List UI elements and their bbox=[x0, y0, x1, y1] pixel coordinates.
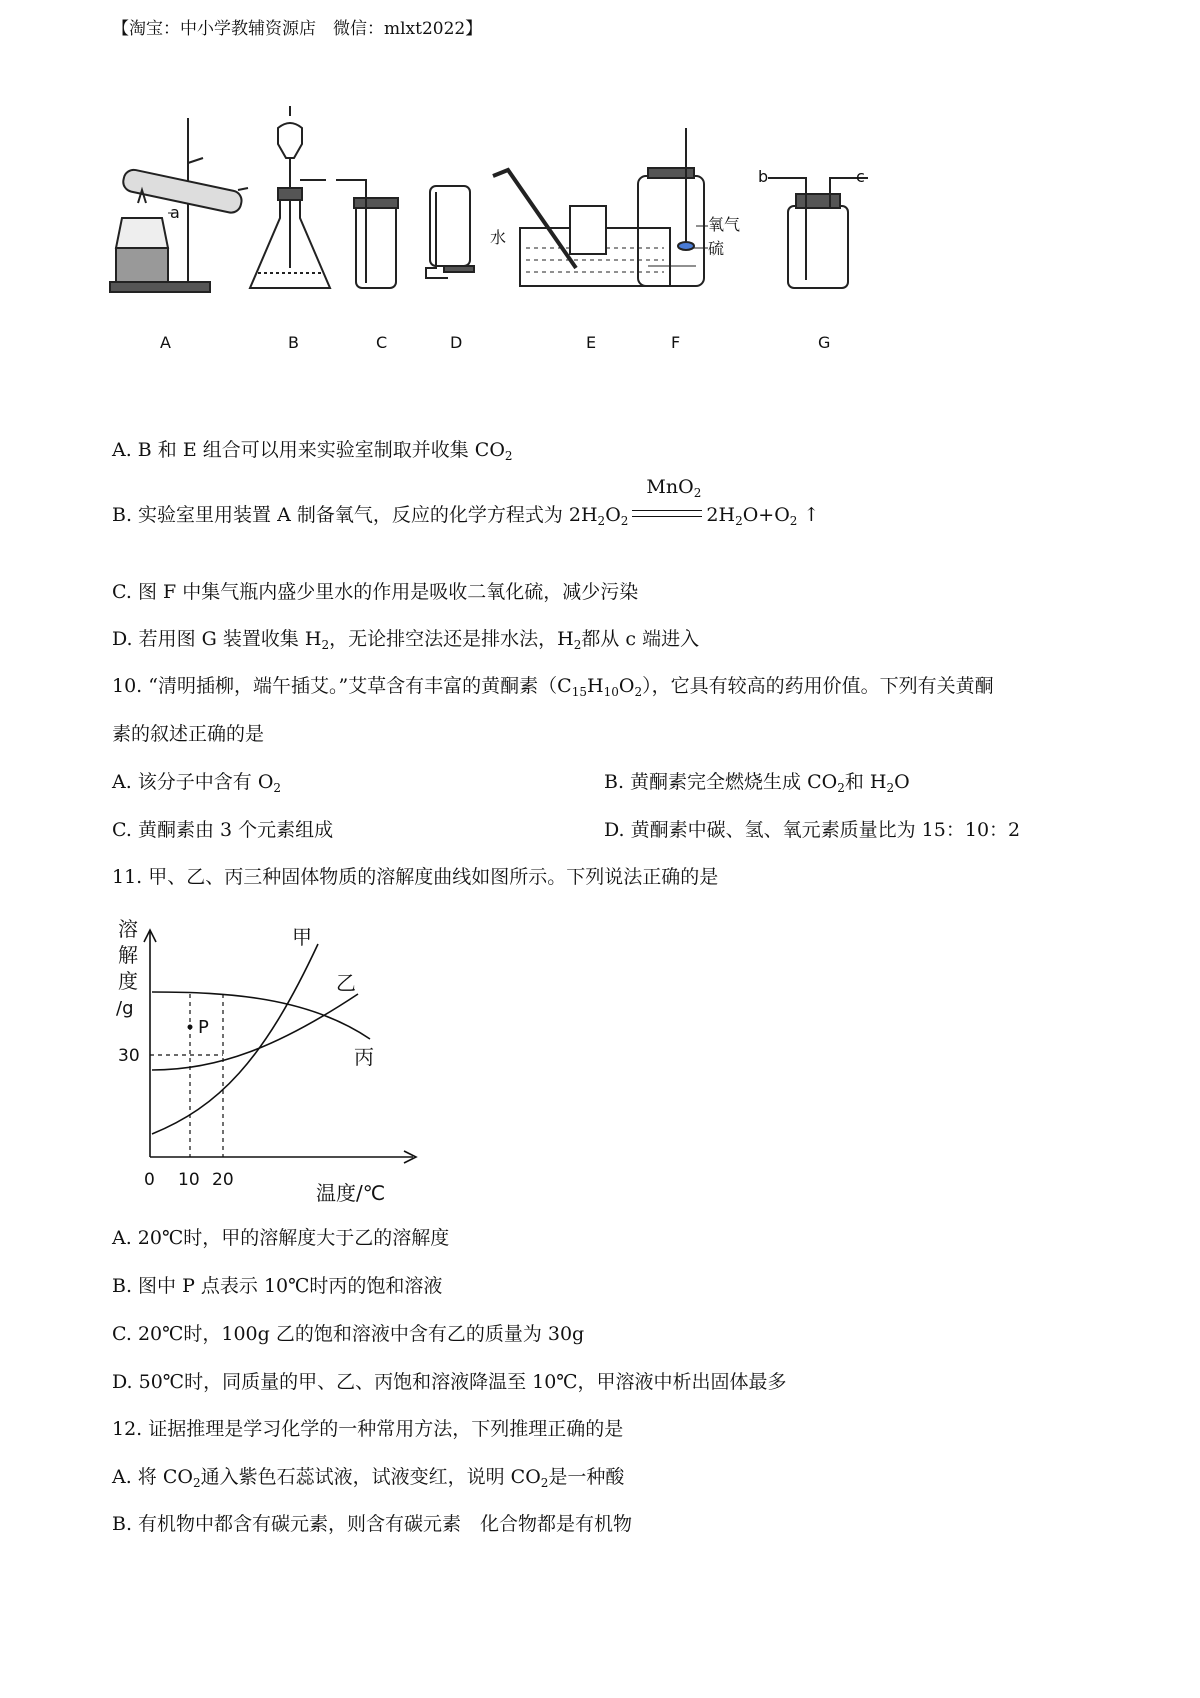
caption-f: F bbox=[671, 333, 681, 352]
ylabel-1: 溶 bbox=[118, 917, 138, 941]
series-label-yi: 乙 bbox=[336, 971, 356, 995]
xtick-0: 0 bbox=[144, 1170, 155, 1190]
series-jia bbox=[152, 944, 318, 1134]
q11-option-c: C. 20℃时，100g 乙的饱和溶液中含有乙的质量为 30g bbox=[112, 1323, 585, 1345]
label-c: c bbox=[856, 167, 865, 186]
ytick-30: 30 bbox=[118, 1046, 140, 1066]
xlabel: 温度/℃ bbox=[316, 1181, 386, 1205]
q10-option-b: B. 黄酮素完全燃烧生成 $CO_2$和 $H_2O$ bbox=[604, 771, 910, 795]
point-p bbox=[188, 1025, 193, 1030]
point-p-label: P bbox=[198, 1017, 209, 1038]
catalyst-equation-sign: MnO$_2$ bbox=[628, 503, 706, 527]
solubility-chart bbox=[108, 912, 428, 1207]
q12-option-b: B. 有机物中都含有碳元素，则含有碳元素 化合物都是有机物 bbox=[112, 1513, 633, 1535]
q12-stem: 12. 证据推理是学习化学的一种常用方法，下列推理正确的是 bbox=[112, 1418, 624, 1440]
ylabel-3: 度 bbox=[118, 969, 138, 993]
series-label-jia: 甲 bbox=[292, 925, 312, 949]
label-sulfur: 硫 bbox=[708, 239, 725, 258]
series-label-bing: 丙 bbox=[354, 1045, 374, 1069]
q10-option-a: A. 该分子中含有 $O_2$ bbox=[112, 771, 282, 795]
q9-option-d: D. 若用图 G 装置收集 $H_2$，无论排空法还是排水法，$H_2$都从 c 端进入 bbox=[112, 628, 700, 652]
q10-option-c: C. 黄酮素由 3 个元素组成 bbox=[112, 819, 334, 841]
ylabel-4: /g bbox=[116, 998, 134, 1019]
q10-option-d: D. 黄酮素中碳、氢、氧元素质量比为 15：10：2 bbox=[604, 819, 1021, 841]
q11-option-a: A. 20℃时，甲的溶解度大于乙的溶解度 bbox=[112, 1227, 450, 1249]
q9-option-c: C. 图 F 中集气瓶内盛少里水的作用是吸收二氧化硫，减少污染 bbox=[112, 581, 639, 603]
q11-option-b: B. 图中 P 点表示 10℃时丙的饱和溶液 bbox=[112, 1275, 443, 1297]
caption-d: D bbox=[450, 333, 463, 352]
q9-option-b: B. 实验室里用装置 A 制备氧气，反应的化学方程式为 $2H_2O_2$ MnO$_2$ $2H_2O+O_2$ ↑ bbox=[112, 476, 820, 528]
q9-option-a: A. B 和 E 组合可以用来实验室制取并收集 $CO_2$ bbox=[112, 439, 513, 463]
ylabel-2: 解 bbox=[118, 943, 138, 967]
series-bing bbox=[152, 992, 370, 1039]
caption-e: E bbox=[586, 333, 597, 352]
label-b: b bbox=[758, 167, 769, 186]
xtick-10: 10 bbox=[178, 1170, 200, 1190]
apparatus-figure bbox=[108, 98, 868, 360]
label-water: 水 bbox=[490, 228, 507, 247]
label-a: a bbox=[170, 203, 180, 222]
caption-b: B bbox=[288, 333, 299, 352]
xtick-20: 20 bbox=[212, 1170, 234, 1190]
q11-stem: 11. 甲、乙、丙三种固体物质的溶解度曲线如图所示。下列说法正确的是 bbox=[112, 866, 719, 888]
q10-stem-line1: 10. “清明插柳，端午插艾。”艾草含有丰富的黄酮素$(C_{15}H_{10}O_2)$，它具有较高的药用价值。下列有关黄酮 bbox=[112, 675, 994, 699]
stand-base bbox=[110, 282, 210, 292]
caption-c: C bbox=[376, 333, 388, 352]
caption-a: A bbox=[160, 333, 171, 352]
q11-option-d: D. 50℃时，同质量的甲、乙、丙饱和溶液降温至 10℃，甲溶液中析出固体最多 bbox=[112, 1371, 787, 1393]
label-oxygen: 氧气 bbox=[708, 215, 741, 234]
q10-stem-line2: 素的叙述正确的是 bbox=[112, 723, 265, 745]
series-yi bbox=[152, 994, 358, 1070]
q12-option-a: A. 将 $CO_2$通入紫色石蕊试液，试液变红，说明 $CO_2$是一种酸 bbox=[112, 1466, 625, 1490]
page-header: 【淘宝：中小学教辅资源店 微信：mlxt2022】 bbox=[112, 19, 483, 39]
caption-g: G bbox=[818, 333, 831, 352]
